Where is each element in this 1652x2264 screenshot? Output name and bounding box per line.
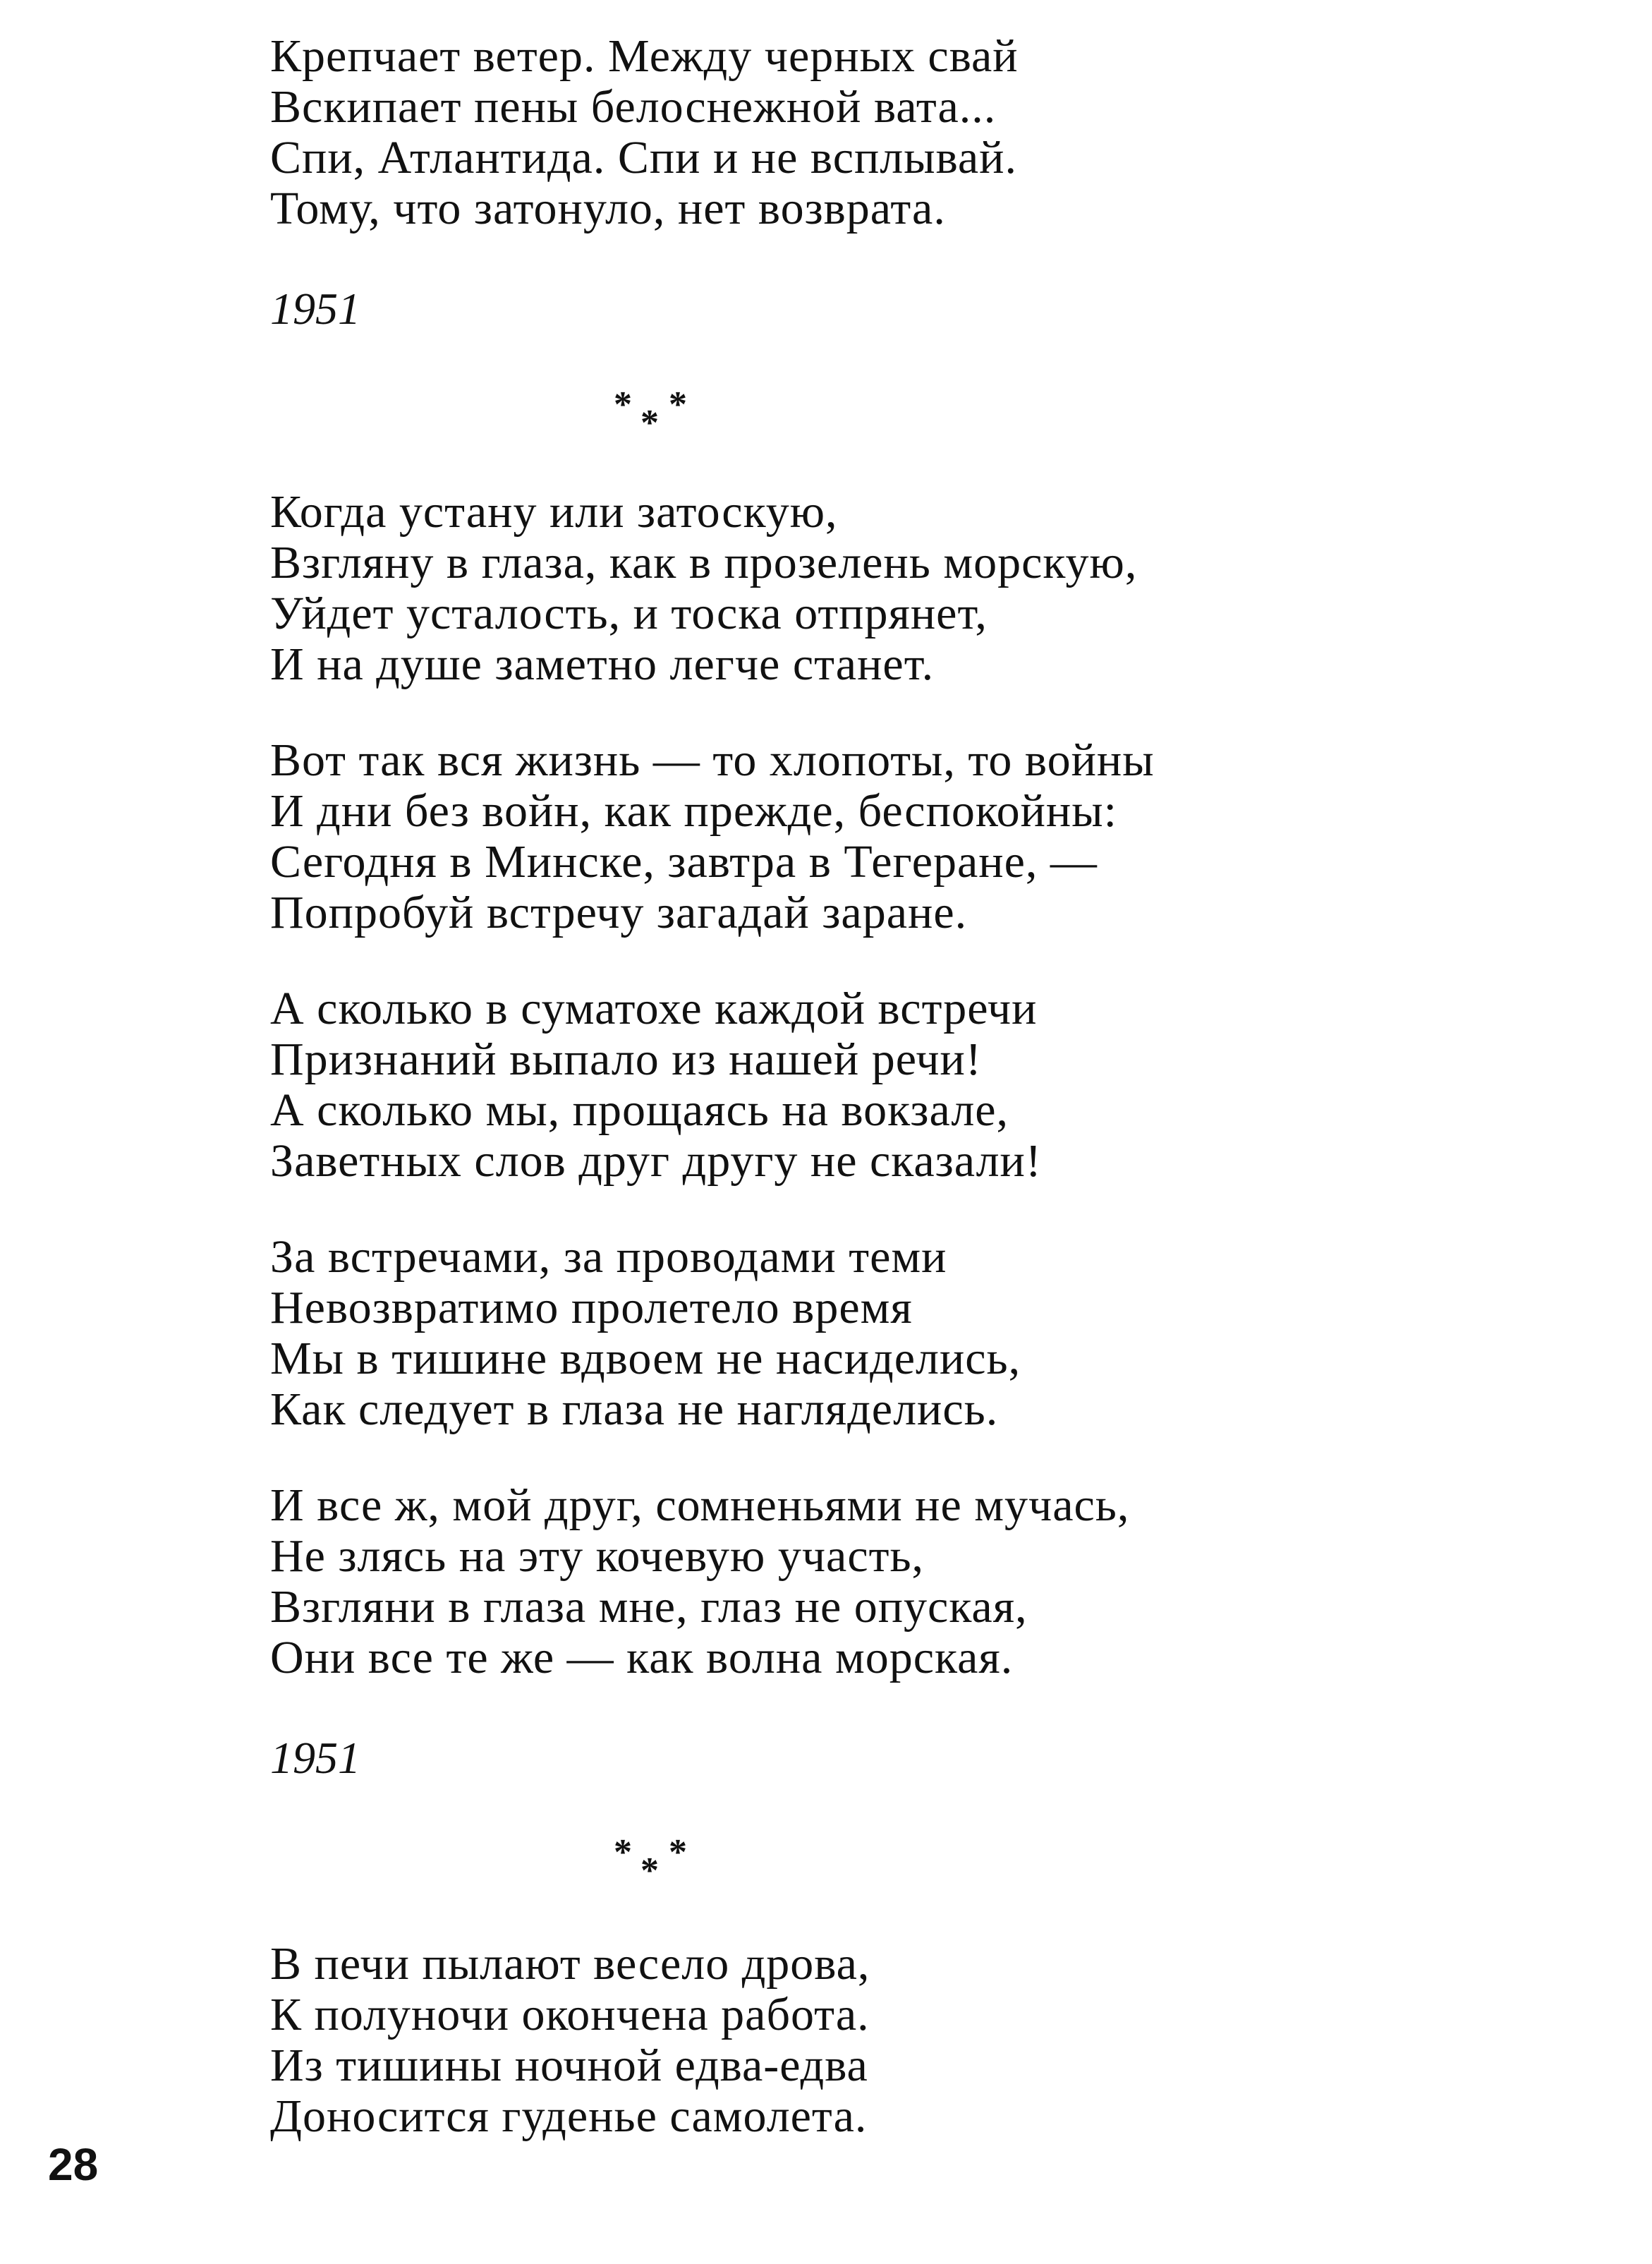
poem-line: Вскипает пены белоснежной вата... <box>270 81 997 133</box>
poem-line: Спи, Атлантида. Спи и не всплывай. <box>270 132 1017 183</box>
poem-line: Как следует в глаза не нагляделись. <box>270 1384 999 1435</box>
section-separator <box>614 387 755 450</box>
poem-line: Вот так вся жизнь — то хлопоты, то войны <box>270 734 1155 786</box>
poem-date: 1951 <box>270 284 360 334</box>
asterisk: * <box>614 1832 632 1872</box>
poem-date: 1951 <box>270 1733 360 1783</box>
asterisk: * <box>640 403 659 443</box>
poem-line: Из тишины ночной едва-едва <box>270 2040 868 2091</box>
poem-line: Невозвратимо пролетело время <box>270 1282 913 1333</box>
asterisk: * <box>640 1851 659 1891</box>
poem-line: А сколько мы, прощаясь на вокзале, <box>270 1084 1009 1136</box>
poem-line: Уйдет усталость, и тоска отпрянет, <box>270 588 988 639</box>
poem-line: Когда устану или затоскую, <box>270 486 838 538</box>
poem-line: Заветных слов друг другу не сказали! <box>270 1135 1042 1187</box>
poem-line: И все ж, мой друг, сомненьями не мучась, <box>270 1479 1130 1531</box>
poem-line: А сколько в суматохе каждой встречи <box>270 983 1038 1034</box>
poem-line: В печи пылают весело дрова, <box>270 1938 870 1990</box>
section-separator <box>614 1834 755 1898</box>
poem-line: И дни без войн, как прежде, беспокойны: <box>270 785 1117 837</box>
poem-line: Крепчает ветер. Между черных свай <box>270 30 1019 82</box>
asterisk: * <box>614 385 632 425</box>
poem-line: Они все те же — как волна морская. <box>270 1632 1014 1683</box>
poem-line: Сегодня в Минске, завтра в Тегеране, — <box>270 836 1098 888</box>
poem-line: Мы в тишине вдвоем не насиделись, <box>270 1333 1021 1384</box>
page-number: 28 <box>48 2139 99 2190</box>
poem-line: Взгляни в глаза мне, глаз не опуская, <box>270 1581 1028 1633</box>
poem-line: К полуночи окончена работа. <box>270 1989 870 2040</box>
poem-line: Взгляну в глаза, как в прозелень морскую, <box>270 537 1138 588</box>
asterisk: * <box>669 385 687 425</box>
poem-line: Тому, что затонуло, нет возврата. <box>270 183 946 234</box>
poem-line: Попробуй встречу загадай заране. <box>270 887 968 938</box>
poem-line: Доносится гуденье самолета. <box>270 2090 868 2142</box>
poem-line: Не злясь на эту кочевую участь, <box>270 1530 925 1582</box>
poem-line: За встречами, за проводами теми <box>270 1231 947 1283</box>
asterisk: * <box>669 1832 687 1872</box>
poem-line: И на душе заметно легче станет. <box>270 638 935 690</box>
poem-line: Признаний выпало из нашей речи! <box>270 1034 982 1085</box>
